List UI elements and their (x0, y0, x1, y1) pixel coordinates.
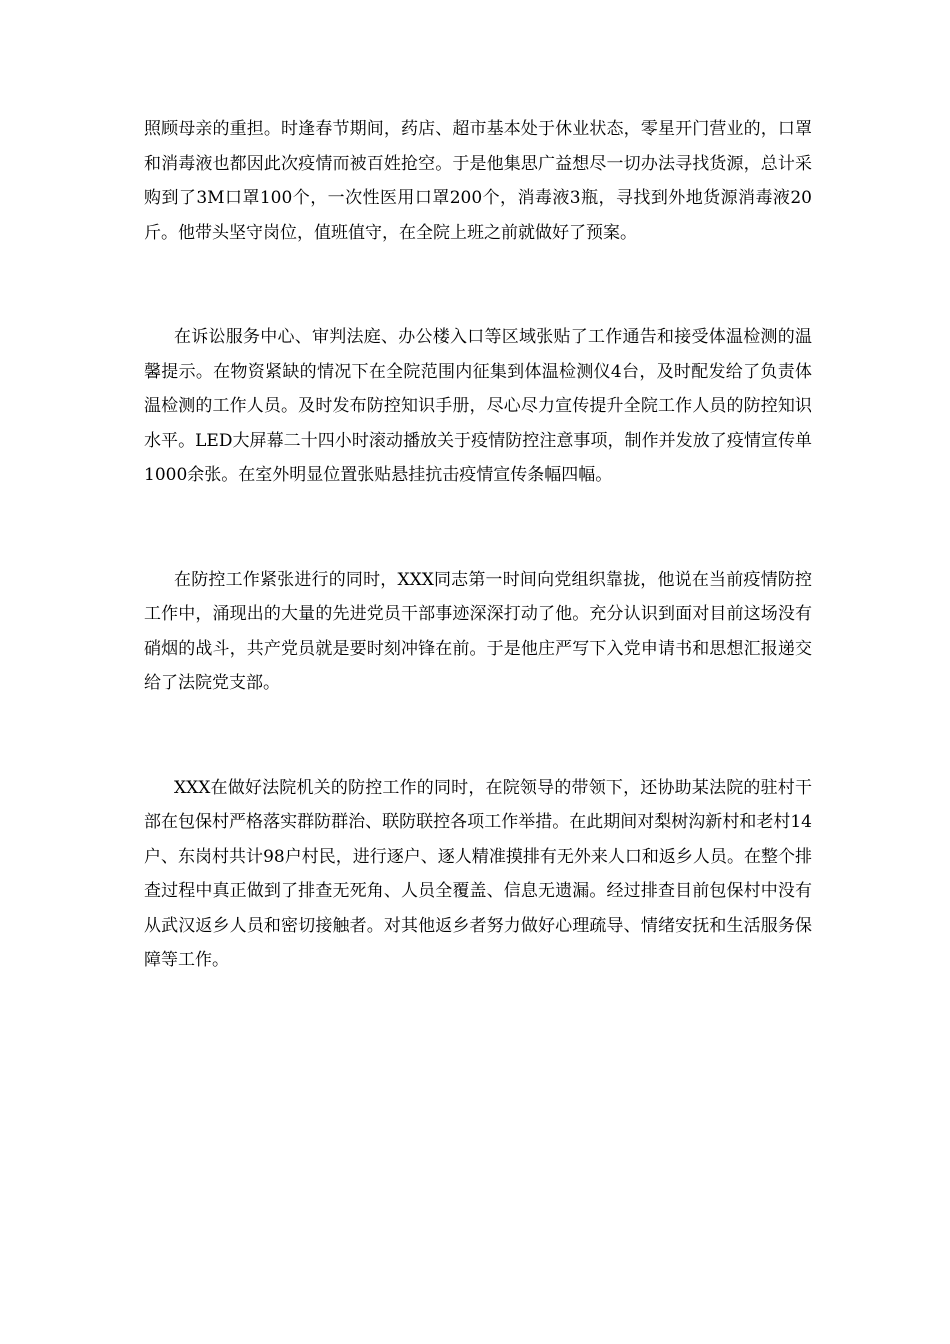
paragraph-gap (144, 701, 812, 771)
paragraph-party-application: 在防控工作紧张进行的同时，XXX同志第一时间向党组织靠拢，他说在当前疫情防控工作中，涌现出的大量的先进党员干部事迹深深打动了他。充分认识到面对目前这场没有硝烟的战斗，共产党员就是要时刻冲锋在前。于是他庄严写下入党申请书和思想汇报递交给了法院党支部。 (144, 569, 812, 693)
paragraph-notices: 在诉讼服务中心、审判法庭、办公楼入口等区域张贴了工作通告和接受体温检测的温馨提示。在物资紧缺的情况下在全院范围内征集到体温检测仪4台，及时配发给了负责体温检测的工作人员。及时发布防控知识手册，尽心尽力宣传提升全院工作人员的防控知识水平。LED大屏幕二十四小时滚动播放关于疫情防控注意事项，制作并发放了疫情宣传单1000余张。在室外明显位置张贴悬挂抗击疫情宣传条幅四幅。 (144, 327, 812, 485)
paragraph-village-screening: XXX在做好法院机关的防控工作的同时，在院领导的带领下，还协助某法院的驻村干部在包保村严格落实群防群治、联防联控各项工作举措。在此期间对梨树沟新村和老村14户、东岗村共计98户村民，进行逐户、逐人精准摸排有无外来人口和返乡人员。在整个排查过程中真正做到了排查无死角、人员全覆盖、信息无遗漏。经过排查目前包保村中没有从武汉返乡人员和密切接触者。对其他返乡者努力做好心理疏导、情绪安抚和生活服务保障等工作。 (144, 777, 812, 970)
paragraph-gap (144, 250, 812, 320)
document-body (144, 112, 812, 978)
paragraph-continued: 照顾母亲的重担。时逢春节期间，药店、超市基本处于休业状态，零星开门营业的，口罩和消毒液也都因此次疫情而被百姓抢空。于是他集思广益想尽一切办法寻找货源，总计采购到了3M口罩100个，一次性医用口罩200个，消毒液3瓶，寻找到外地货源消毒液20斤。他带头坚守岗位，值班值守，在全院上班之前就做好了预案。 (144, 119, 812, 243)
paragraph-gap (144, 493, 812, 563)
